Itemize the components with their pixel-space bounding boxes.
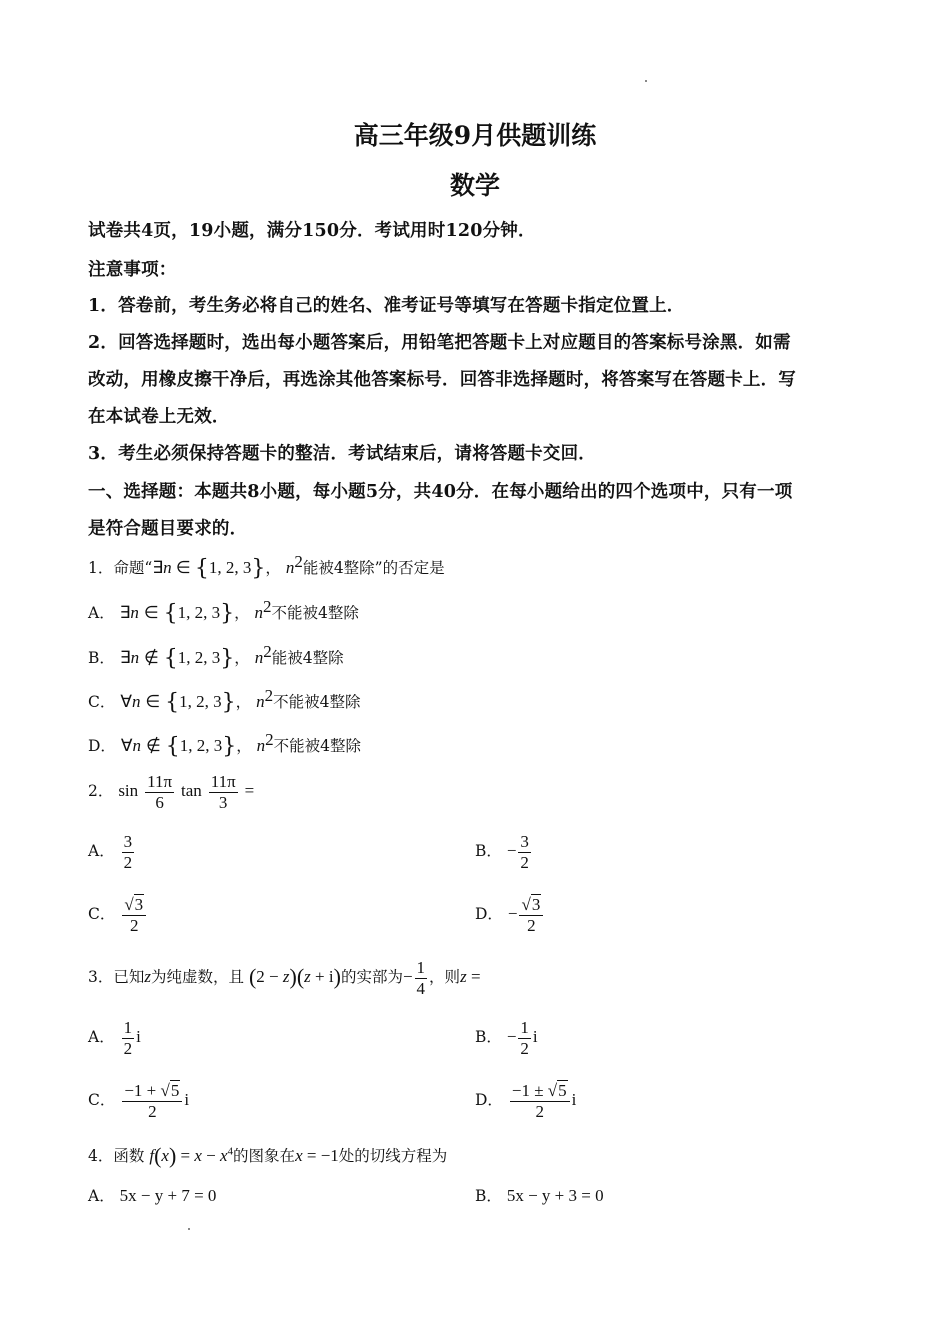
question-2: 2． sin $\frac{11\pi}{6}$ tan $\frac{11\pi}{3}$ = xyxy=(88,772,255,812)
notice-line: 1．答卷前，考生务必将自己的姓名、准考证号等填写在答题卡指定位置上． xyxy=(88,296,685,316)
notice-heading: 注意事项： xyxy=(88,260,177,280)
bottom-dot-mark xyxy=(188,1228,190,1230)
notice-line: 2．回答选择题时，选出每小题答案后，用铅笔把答题卡上对应题目的答案标号涂黑．如需 xyxy=(88,333,791,353)
q1-option-a[interactable]: A． ∃n ∈ {1, 2, 3}， $n^2$不能被4整除 xyxy=(88,597,359,627)
subject-title: 数学 xyxy=(449,171,500,200)
q3-option-d[interactable]: D． $\frac{-1 \pm √5}{2}$ i xyxy=(475,1081,577,1121)
exam-title: 高三年级9月供题训练 xyxy=(353,121,597,150)
q2-option-c[interactable]: C． $\frac{√3}{2}$ xyxy=(88,895,148,935)
notice-line: 改动，用橡皮擦干净后，再选涂其他答案标号．回答非选择题时，将答案写在答题卡上．写 xyxy=(88,370,796,390)
exam-info: 试卷共4页，19小题，满分150分．考试用时120分钟． xyxy=(88,221,536,241)
section-heading: 一、选择题：本题共8小题，每小题5分，共40分．在每小题给出的四个选项中，只有一项 xyxy=(88,482,793,502)
notice-line: 3．考生必须保持答题卡的整洁．考试结束后，请将答题卡交回． xyxy=(88,444,596,464)
q3-option-b[interactable]: B． − $\frac{1}{2}$ i xyxy=(475,1018,538,1058)
q2-option-d[interactable]: D． − $\frac{√3}{2}$ xyxy=(475,895,545,935)
top-dot-mark xyxy=(645,80,647,82)
q4-option-a[interactable]: A． 5x − y + 7 = 0 xyxy=(88,1186,217,1205)
q2-option-a[interactable]: A． $\frac{3}{2}$ xyxy=(88,832,133,872)
section-heading: 是符合题目要求的． xyxy=(88,519,248,539)
notice-line: 在本试卷上无效． xyxy=(88,407,230,427)
q1-option-c[interactable]: C． ∀n ∈ {1, 2, 3}， $n^2$不能被4整除 xyxy=(88,686,361,716)
q1-option-d[interactable]: D． ∀n ∉ {1, 2, 3}， $n^2$不能被4整除 xyxy=(88,730,362,760)
q2-option-b[interactable]: B． − $\frac{3}{2}$ xyxy=(475,832,529,872)
question-4: 4．函数 $f(x) = x - x^4$的图象在x = −1处的切线方程为 xyxy=(88,1143,448,1168)
question-3: 3．已知z为纯虚数，且 (2 − z)(z + i)的实部为− $\frac{1}{4}$ ，则z = xyxy=(88,958,481,998)
q3-option-c[interactable]: C． $\frac{-1 + √5}{2}$ i xyxy=(88,1081,190,1121)
question-1: 1．命题“∃n ∈ {1, 2, 3}， $n^2$能被4整除”的否定是 xyxy=(88,552,445,582)
q4-option-b[interactable]: B． 5x − y + 3 = 0 xyxy=(475,1186,604,1205)
q1-option-b[interactable]: B． ∃n ∉ {1, 2, 3}， $n^2$能被4整除 xyxy=(88,642,344,672)
q3-option-a[interactable]: A． $\frac{1}{2}$ i xyxy=(88,1018,141,1058)
